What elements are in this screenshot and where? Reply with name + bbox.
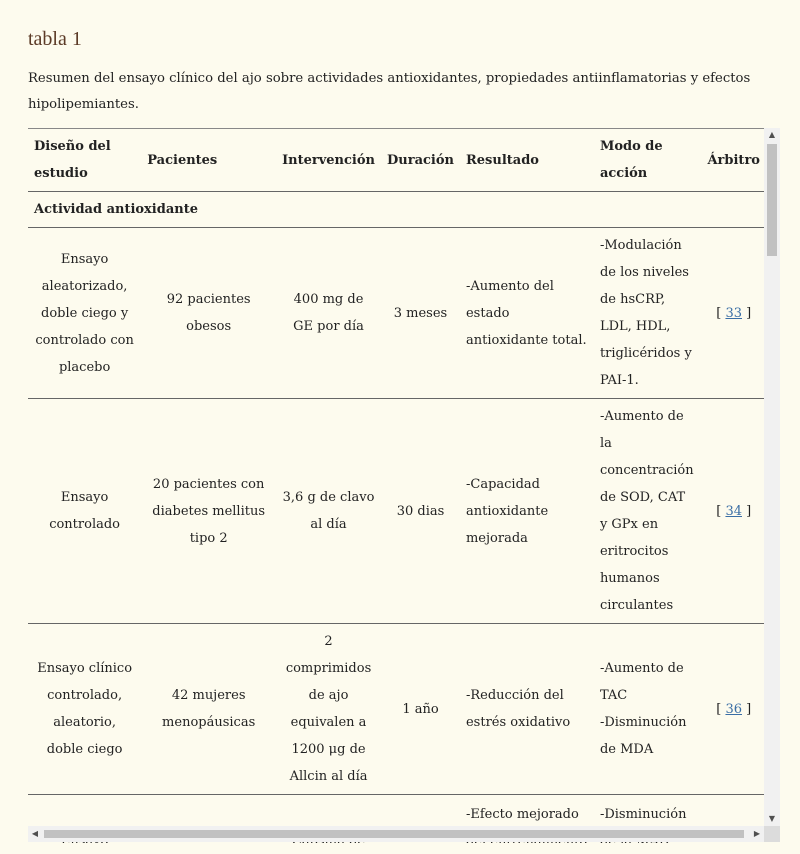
cell-design: Ensayo clínico controlado, aleatorio, doble ciego bbox=[28, 624, 141, 795]
ref-close-bracket: ] bbox=[746, 701, 752, 717]
cell-ref bbox=[701, 399, 766, 624]
cell-design: Ensayo aleatorizado, doble ciego y controlado con placebo bbox=[28, 228, 141, 399]
section-row bbox=[28, 192, 766, 228]
scrollbar-corner bbox=[764, 826, 780, 842]
cell-ref bbox=[701, 228, 766, 399]
vertical-scroll-thumb[interactable] bbox=[767, 144, 777, 256]
section-label: Actividad antioxidante bbox=[28, 192, 766, 228]
ref-close-bracket: ] bbox=[746, 305, 752, 321]
header-design: Diseño del estudio bbox=[28, 129, 141, 192]
cell-result: -Efecto mejorado bbox=[460, 795, 594, 844]
table-scroll-area[interactable] bbox=[28, 128, 780, 843]
cell-mode: -Disminución bbox=[594, 795, 702, 844]
header-mode: Modo de acción bbox=[594, 129, 702, 192]
header-result: Resultado bbox=[460, 129, 594, 192]
ref-close-bracket: ] bbox=[746, 503, 752, 519]
header-ref: Árbitro bbox=[701, 129, 766, 192]
data-table bbox=[28, 129, 766, 843]
cell-intervention: 3,6 g de clavo al día bbox=[276, 399, 381, 624]
header-patients: Pacientes bbox=[141, 129, 276, 192]
table-row bbox=[28, 228, 766, 399]
cell-intervention: 400 mg de GE por día bbox=[276, 228, 381, 399]
cell-result: -Aumento del estado antioxidante total. bbox=[460, 228, 594, 399]
cell-result: -Reducción del estrés oxidativo bbox=[460, 624, 594, 795]
cell-ref bbox=[701, 624, 766, 795]
cell-result: -Capacidad antioxidante mejorada bbox=[460, 399, 594, 624]
cell-mode: -Aumento de la concentración de SOD, CAT y GPx en eritrocitos humanos circulantes bbox=[594, 399, 702, 624]
scroll-down-icon[interactable]: ▼ bbox=[768, 814, 776, 823]
mode-line: -Disminución de MDA bbox=[599, 715, 687, 757]
scroll-right-icon[interactable]: ▶ bbox=[753, 829, 761, 838]
table-title: tabla 1 bbox=[28, 28, 82, 50]
horizontal-scroll-thumb[interactable] bbox=[44, 830, 744, 838]
table-row bbox=[28, 399, 766, 624]
ref-open-bracket: [ bbox=[716, 701, 722, 717]
header-duration: Duración bbox=[381, 129, 460, 192]
vertical-scrollbar[interactable] bbox=[764, 128, 780, 826]
table-row bbox=[28, 624, 766, 795]
cell-intervention: 2 comprimidos de ajo equivalen a 1200 μg de Allcin al día bbox=[276, 624, 381, 795]
cell-mode bbox=[594, 624, 702, 795]
scroll-up-icon[interactable]: ▲ bbox=[768, 130, 776, 139]
header-row bbox=[28, 129, 766, 192]
cell-patients: 20 pacientes con diabetes mellitus tipo 2 bbox=[141, 399, 276, 624]
scroll-left-icon[interactable]: ◀ bbox=[31, 829, 39, 838]
cell-patients: 92 pacientes obesos bbox=[141, 228, 276, 399]
ref-open-bracket: [ bbox=[716, 503, 722, 519]
table-caption: Resumen del ensayo clínico del ajo sobre actividades antioxidantes, propiedades antiinflamatorias y efectos hipolipemiantes. bbox=[28, 71, 751, 112]
ref-link-36[interactable]: 36 bbox=[725, 701, 742, 717]
ref-open-bracket: [ bbox=[716, 305, 722, 321]
ref-link-33[interactable]: 33 bbox=[725, 305, 742, 321]
cell-patients: 42 mujeres menopáusicas bbox=[141, 624, 276, 795]
cell-mode: -Modulación de los niveles de hsCRP, LDL, HDL, triglicéridos y PAI-1. bbox=[594, 228, 702, 399]
cell-design: Ensayo controlado bbox=[28, 399, 141, 624]
cell-duration: 1 año bbox=[381, 624, 460, 795]
cell-duration: 3 meses bbox=[381, 228, 460, 399]
horizontal-scrollbar[interactable] bbox=[28, 826, 764, 842]
ref-link-34[interactable]: 34 bbox=[725, 503, 742, 519]
mode-line: -Aumento de TAC bbox=[599, 661, 684, 703]
cell-duration: 30 dias bbox=[381, 399, 460, 624]
header-intervention: Intervención bbox=[276, 129, 381, 192]
